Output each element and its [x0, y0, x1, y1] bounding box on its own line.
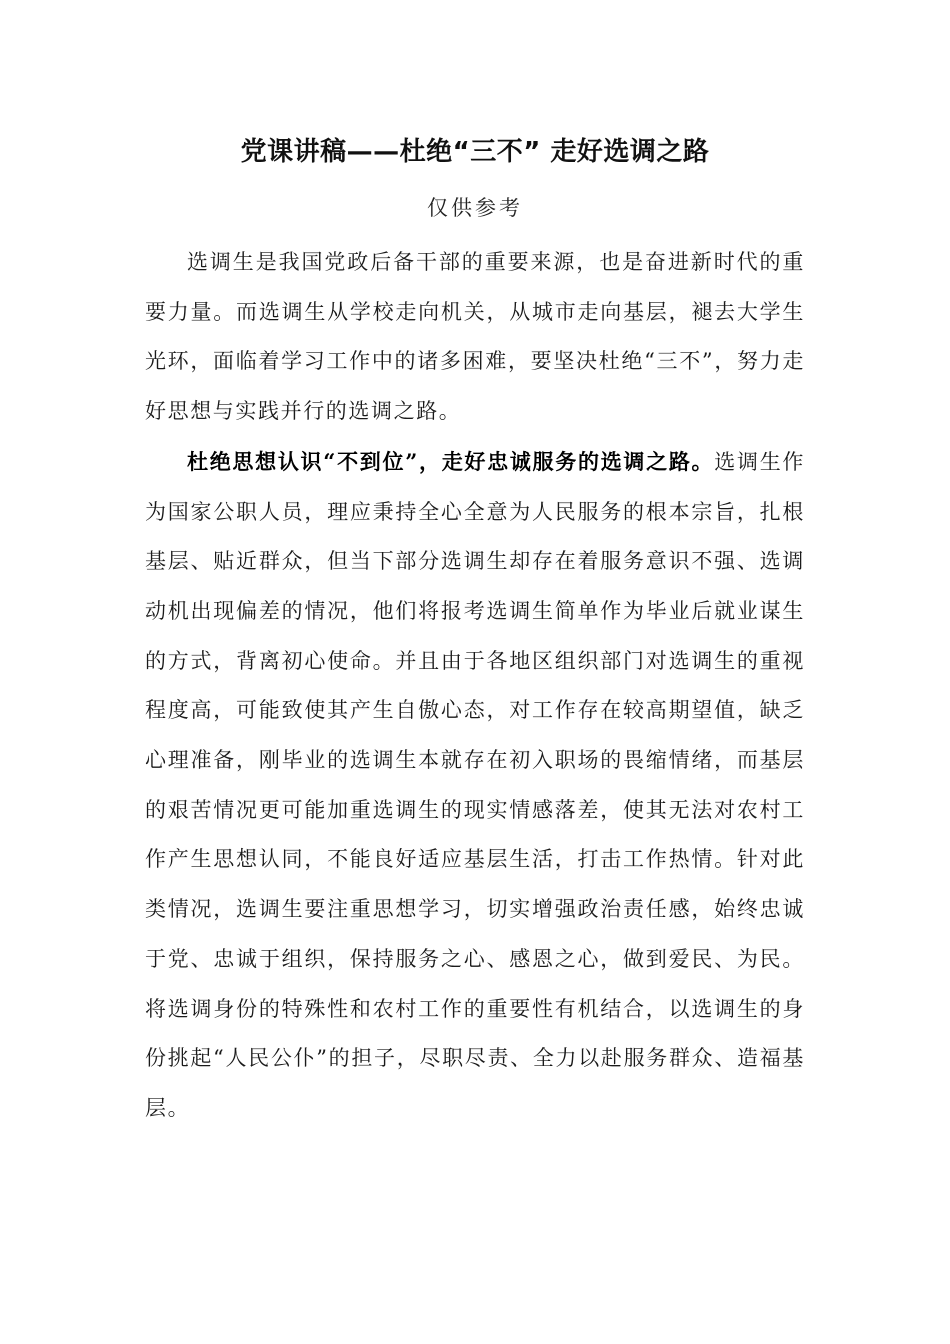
document-title: 党课讲稿——杜绝“三不” 走好选调之路	[240, 137, 710, 167]
section-1-heading: 杜绝思想认识“不到位”，走好忠诚服务的选调之路。	[187, 448, 715, 474]
paragraph-intro-text: 选调生是我国党政后备干部的重要来源，也是奋进新时代的重要力量。而选调生从学校走向机关，从城市走向基层，褪去大学生光环，面临着学习工作中的诸多困难，要坚决杜绝“三不”，努力走好思想与实践并行的选调之路。	[145, 250, 805, 424]
document-body	[145, 238, 805, 1134]
paragraph-intro	[145, 238, 805, 437]
document-subtitle: 仅供参考	[427, 196, 523, 220]
paragraph-section-1	[145, 437, 805, 1134]
section-1-text: 选调生作为国家公职人员，理应秉持全心全意为人民服务的根本宗旨，扎根基层、贴近群众，但当下部分选调生却存在着服务意识不强、选调动机出现偏差的情况，他们将报考选调生简单作为毕业后就业谋生的方式，背离初心使命。并且由于各地区组织部门对选调生的重视程度高，可能致使其产生自傲心态，对工作存在较高期望值，缺乏心理准备，刚毕业的选调生本就存在初入职场的畏缩情绪，而基层的艰苦情况更可能加重选调生的现实情感落差，使其无法对农村工作产生思想认同，不能良好适应基层生活，打击工作热情。针对此类情况，选调生要注重思想学习，切实增强政治责任感，始终忠诚于党、忠诚于组织，保持服务之心、感恩之心，做到爱民、为民。将选调身份的特殊性和农村工作的重要性有机结合，以选调生的身份挑起“人民公仆”的担子，尽职尽责、全力以赴服务群众、造福基层。	[145, 449, 806, 1120]
